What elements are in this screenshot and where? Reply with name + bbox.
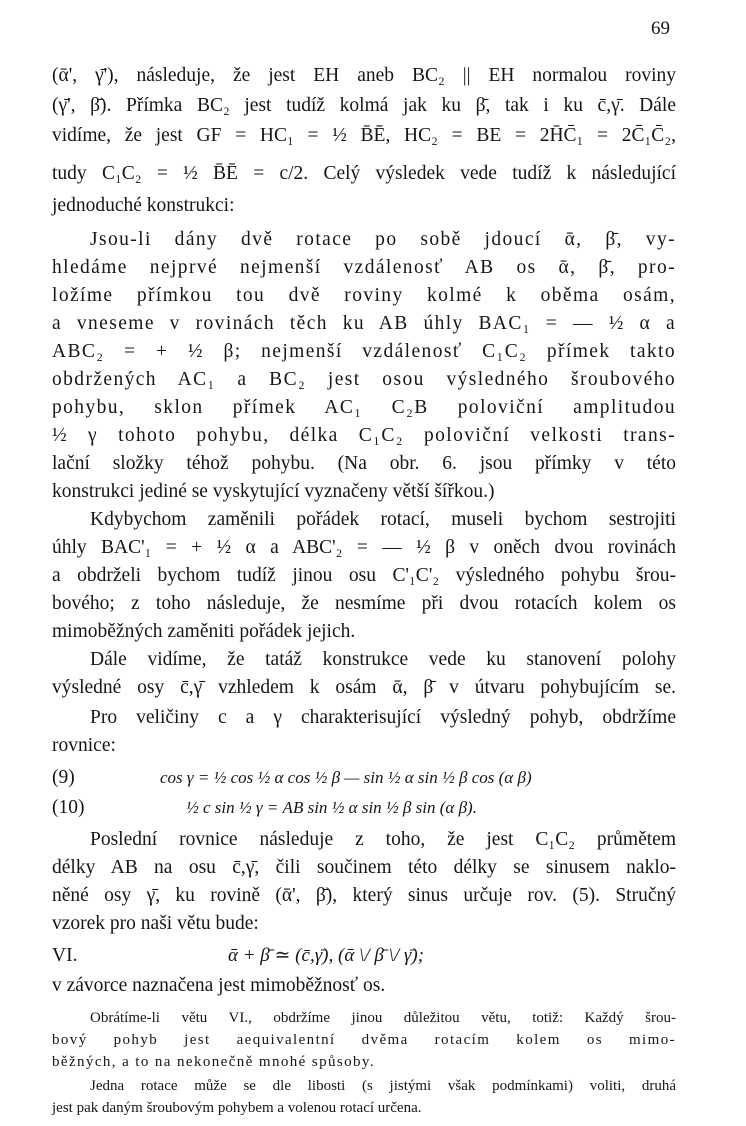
note-line: jest pak daným šroubovým pohybem a volenou rotací určena.	[52, 1100, 422, 1116]
text-line: délky AB na osu c̄,γ̄, čili součinem této délky se sinusem naklo-	[52, 857, 676, 878]
text-line: Dále vidíme, že tatáž konstrukce vede ku stanovení polohy	[90, 649, 676, 670]
equation-number: (9)	[52, 767, 75, 788]
text-line: vidíme, že jest GF = HC₁ = ½ B̄Ē, HC₂ = BE = 2H̄C̄₁ = 2C̄₁C̄₂,	[52, 125, 676, 146]
note-line: bový pohyb jest aequivalentní dvěma rotacím kolem os mimo-	[52, 1032, 676, 1048]
text-line: Kdybychom zaměnili pořádek rotací, museli bychom sestrojiti	[90, 509, 676, 530]
text-line: jednoduché konstrukci:	[52, 195, 235, 216]
page-number: 69	[651, 18, 670, 39]
text-line: (ᾱ', γ̄'), následuje, že jest EH aneb BC₂ || EH normalou roviny	[52, 65, 676, 86]
equation: ½ c sin ½ γ = AB sin ½ α sin ½ β sin (α β).	[186, 798, 477, 817]
text-line: lační složky téhož pohybu. (Na obr. 6. jsou přímky v této	[52, 453, 676, 474]
text-line: Jsou-li dány dvě rotace po sobě jdoucí ᾱ, β̄, vy-	[90, 229, 676, 250]
text-line: ložíme přímkou tou dvě roviny kolmé k oběma osám,	[52, 285, 676, 306]
equation: cos γ = ½ cos ½ α cos ½ β — sin ½ α sin ½ β cos (α β)	[160, 768, 532, 787]
note-line: běžných, a to na nekonečně mnohé spůsoby.	[52, 1054, 376, 1070]
note-line: Jedna rotace může se dle libosti (s jistými však podmínkami) voliti, druhá	[90, 1078, 676, 1094]
text-line: hledáme nejprvé nejmenší vzdálenosť AB os ᾱ, β̄, pro-	[52, 257, 676, 278]
theorem-formula: ᾱ + β̄ ≃ (c̄,γ̄), (ᾱ \/ β̄ \/ γ̄);	[228, 945, 425, 966]
text-line: obdržených AC₁ a BC₂ jest osou výsledného šroubového	[52, 369, 676, 390]
text-line: a vneseme v rovinách těch ku AB úhly BAC₁ = — ½ α a	[52, 313, 676, 334]
text-line: Pro veličiny c a γ charakterisující výsledný pohyb, obdržíme	[90, 707, 676, 728]
theorem-label: VI.	[52, 945, 78, 966]
text-line: (γ̄', β̄). Přímka BC₂ jest tudíž kolmá jak ku β̄, tak i ku c̄,γ̄. Dále	[52, 95, 676, 116]
text-line: ABC₂ = + ½ β; nejmenší vzdálenosť C₁C₂ přímek takto	[52, 341, 676, 362]
text-line: ½ γ tohoto pohybu, délka C₁C₂ poloviční velkosti trans-	[52, 425, 676, 446]
text-line: mimoběžných zaměniti pořádek jejich.	[52, 621, 356, 642]
text-line: v závorce naznačena jest mimoběžnosť os.	[52, 975, 386, 996]
text-line: vzorek pro naši větu bude:	[52, 913, 259, 934]
equation-number: (10)	[52, 797, 85, 818]
text-line: výsledné osy c̄,γ̄ vzhledem k osám ᾱ, β̄ v útvaru pohybujícím se.	[52, 677, 676, 698]
text-line: rovnice:	[52, 735, 116, 756]
text-line: úhly BAC'₁ = + ½ α a ABC'₂ = — ½ β v oněch dvou rovinách	[52, 537, 676, 558]
note-line: Obrátíme-li větu VI., obdržíme jinou důležitou větu, totiž: Každý šrou-	[90, 1010, 676, 1026]
text-line: něné osy γ̄, ku rovině (ᾱ', β̄), který sinus určuje rov. (5). Stručný	[52, 885, 676, 906]
text-line: pohybu, sklon přímek AC₁ C₂B poloviční amplitudou	[52, 397, 676, 418]
text-line: a obdrželi bychom tudíž jinou osu C'₁C'₂ výsledného pohybu šrou-	[52, 565, 676, 586]
text-line: bového; z toho následuje, že nesmíme při dvou rotacích kolem os	[52, 593, 676, 614]
text-line: konstrukci jediné se vyskytující vyznačeny větší šířkou.)	[52, 481, 495, 502]
text-line: tudy C₁C₂ = ½ B̄Ē = c/2. Celý výsledek vede tudíž k následující	[52, 163, 676, 184]
text-line: Poslední rovnice následuje z toho, že jest C₁C₂ průmětem	[90, 829, 676, 850]
